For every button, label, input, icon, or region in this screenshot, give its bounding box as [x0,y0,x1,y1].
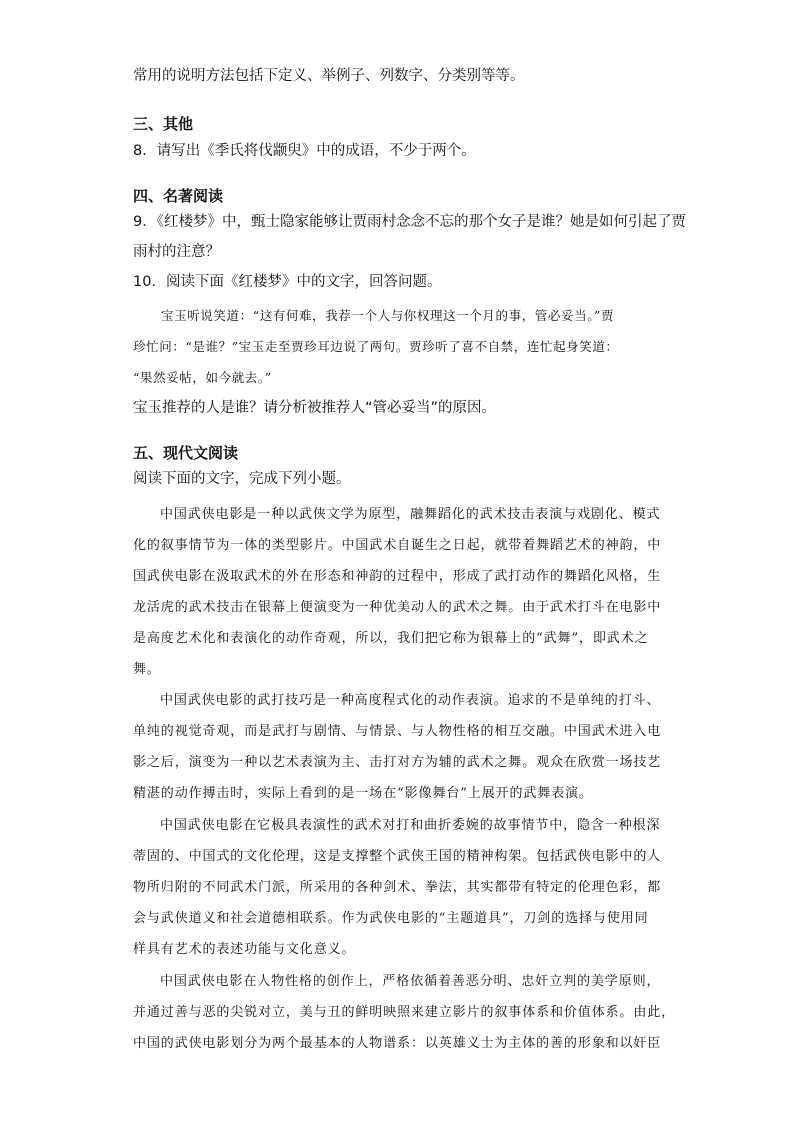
question-10-prompt: 宝玉推荐的人是谁？请分析被推荐人“管必妥当”的原因。 [133,400,497,416]
quote-line-2: 珍忙问：“是谁？”宝玉走至贾珍耳边说了两句。贾珍听了喜不自禁，连忙起身笑道： [133,339,619,354]
text-line-method: 常用的说明方法包括下定义、举例子、列数字、分类别等等。 [133,68,525,84]
section-heading-other: 三、其他 [133,115,194,133]
section-heading-classics: 四、名著阅读 [133,187,224,205]
passage-p1-line-4: 龙活虎的武术技击在银幕上便演变为一种优美动人的武术之舞。由于武术打斗在电影中 [133,600,662,615]
quote-line-3: “果然妥帖，如今就去。” [133,370,272,385]
passage-p3-line-5: 样具有艺术的表述功能与文化意义。 [133,942,356,957]
passage-p4-line-3: 中国的武侠电影划分为两个最基本的人物谱系：以英雄义士为主体的善的形象和以奸臣 [133,1036,662,1051]
question-8: 8．请写出《季氏将伐颛臾》中的成语，不少于两个。 [133,143,476,159]
question-9: 9．《红楼梦》中，甄士隐家能够让贾雨村念念不忘的那个女子是谁？她是如何引起了贾 [133,214,686,230]
passage-p4-line-1: 中国武侠电影在人物性格的创作上，严格依循着善恶分明、忠奸立判的美学原则， [160,974,661,989]
quote-line-1: 宝玉听说笑道：“这有何难，我荐一个人与你权理这一个月的事，管必妥当。”贾 [161,308,615,323]
passage-p2-line-3: 影之后，演变为一种以艺术表演为主、击打对方为辅的武术之舞。观众在欣赏一场技艺 [133,755,662,770]
passage-p3-line-1: 中国武侠电影在它极具表演性的武术对打和曲折委婉的故事情节中，隐含一种根深 [160,818,661,833]
question-10: 10．阅读下面《红楼梦》中的文字，回答问题。 [133,274,442,290]
passage-p2-line-2: 单纯的视觉奇观，而是武打与剧情、与情景、与人物性格的相互交融。中国武术进入电 [133,724,662,739]
passage-p3-line-4: 会与武侠道义和社会道德相联系。作为武侠电影的“主题道具”，刀剑的选择与使用同 [133,911,649,926]
passage-p3-line-3: 物所归附的不同武术门派，所采用的各种剑术、拳法，其实都带有特定的伦理色彩，都 [133,880,662,895]
reading-instruction: 阅读下面的文字，完成下列小题。 [133,471,351,487]
passage-p1-line-6: 舞。 [133,662,161,677]
passage-p1-line-5: 是高度艺术化和表演化的动作奇观，所以，我们把它称为银幕上的“武舞”，即武术之 [133,631,649,646]
passage-p1-line-3: 国武侠电影在汲取武术的外在形态和神韵的过程中，形成了武打动作的舞蹈化风格，生 [133,569,662,584]
passage-p1-line-2: 化的叙事情节为一体的类型影片。中国武术自诞生之日起，就带着舞蹈艺术的神韵，中 [133,538,662,553]
section-heading-modern-reading: 五、现代文阅读 [133,444,239,462]
passage-p3-line-2: 蒂固的、中国式的文化伦理，这是支撑整个武侠王国的精神构架。包括武侠电影中的人 [133,849,662,864]
passage-p4-line-2: 并通过善与恶的尖锐对立，美与丑的鲜明映照来建立影片的叙事体系和价值体系。由此， [133,1005,676,1020]
question-9-cont: 雨村的注意？ [133,244,220,260]
passage-p2-line-4: 精湛的动作搏击时，实际上看到的是一场在“影像舞台”上展开的武舞表演。 [133,786,593,801]
passage-p1-line-1: 中国武侠电影是一种以武侠文学为原型，融舞蹈化的武术技击表演与戏剧化、模式 [160,507,661,522]
passage-p2-line-1: 中国武侠电影的武打技巧是一种高度程式化的动作表演。追求的不是单纯的打斗、 [160,693,661,708]
